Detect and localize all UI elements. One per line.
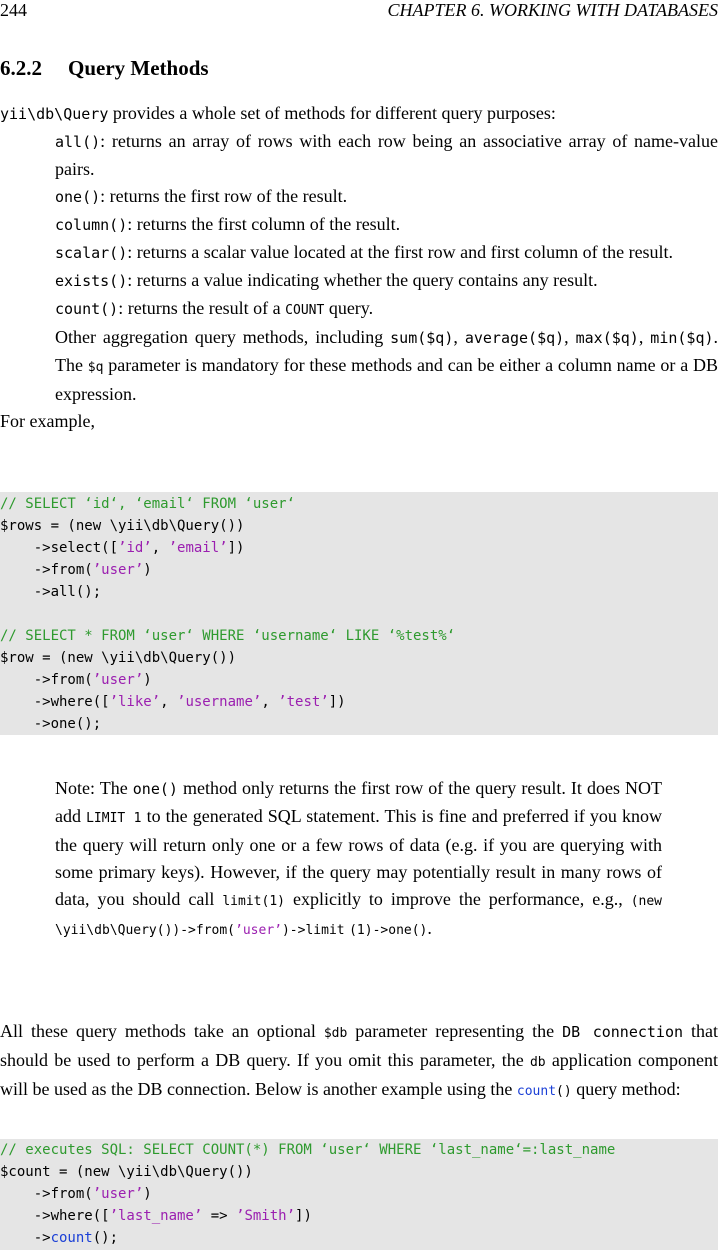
code-text: ]) [328, 694, 346, 710]
code-text: $row = (new \yii\db\Query()) [0, 650, 237, 666]
code-line [0, 581, 718, 603]
para-text: that should be used to perform a DB query. If you omit this parameter, the [0, 1021, 718, 1070]
section-number: 6.2.2 [0, 56, 42, 80]
method-item [55, 295, 718, 324]
code-text: ) [143, 1186, 152, 1202]
method-item [55, 183, 718, 211]
method-desc: : returns a value indicating whether the query contains any result. [127, 270, 598, 290]
for-example-text: For example, [0, 411, 95, 431]
code-keyword: count [50, 1230, 93, 1246]
q-param-code: $q [87, 360, 104, 375]
code-line [0, 625, 718, 647]
db-param-paragraph [0, 1018, 718, 1105]
page-number: 244 [0, 0, 27, 20]
code-line [0, 1139, 718, 1161]
method-desc: : returns the result of a [118, 298, 286, 318]
method-desc: : returns the first row of the result. [100, 186, 348, 206]
code-line [0, 1227, 718, 1249]
method-desc: : returns a scalar value located at the first row and first column of the result. [127, 242, 674, 262]
code-text: ) [143, 672, 152, 688]
code-string: ’test’ [278, 694, 329, 710]
code-string: ’user’ [92, 1186, 144, 1202]
count-link: count [516, 1084, 557, 1099]
method-code: one() [55, 188, 101, 206]
code-comment: // SELECT * FROM ‘user‘ WHERE ‘username‘ LIKE ‘%test%‘ [0, 628, 456, 644]
code-text: ]) [227, 540, 245, 556]
chapter-title: CHAPTER 6. WORKING WITH DATABASES [387, 0, 718, 20]
note-code: (1)->one() [349, 923, 428, 938]
db-connection-code: DB connection [562, 1023, 684, 1041]
method-desc-end: query. [324, 298, 374, 318]
code-text: ->from( [0, 1186, 93, 1202]
note-text: to the generated SQL statement. This is fine and preferred if you know the query will return only one or a few rows of data (e.g. if you are querying with some primary keys). However, if the query may potentially result in many rows of data, you should call [55, 806, 662, 909]
para-text: application component will be used as the DB connection. Below is another example using the [0, 1050, 718, 1099]
count-parens: () [556, 1084, 572, 1099]
code-text: ->where([ [0, 694, 110, 710]
code-line-blank [0, 603, 718, 625]
code-text: ->select([ [0, 540, 119, 556]
average-code: average($q) [464, 329, 565, 347]
note-code: (new \yii\db\Query())->from( [55, 894, 662, 938]
method-code: all() [55, 133, 101, 151]
methods-text [0, 100, 718, 435]
section-title: Query Methods [68, 56, 209, 80]
code-line [0, 537, 718, 559]
para-text: parameter representing the [347, 1021, 563, 1041]
note-text: explicitly to improve the performance, e.g., [284, 889, 631, 909]
code-text: ]) [295, 1208, 312, 1224]
method-desc: : returns the first column of the result. [127, 214, 401, 234]
aggregation-text: Other aggregation query methods, including [55, 327, 391, 347]
code-text: , [151, 540, 169, 556]
method-code: count() [55, 300, 119, 318]
running-header [0, 0, 718, 24]
code-line [0, 515, 718, 537]
code-line [0, 691, 718, 713]
method-item [55, 239, 718, 267]
code-string: ’username’ [177, 694, 262, 710]
note-box [55, 775, 662, 944]
separator: , [564, 327, 576, 347]
code-string: ’last_name’ [109, 1208, 203, 1224]
code-text: (); [92, 1230, 119, 1246]
code-comment: // executes SQL: SELECT COUNT(*) FROM ‘user‘ WHERE ‘last_name‘=:last_name [0, 1142, 616, 1158]
code-line [0, 1183, 718, 1205]
code-string: ’user’ [92, 562, 144, 578]
code-string: ’email’ [168, 540, 228, 556]
note-code: one() [132, 780, 178, 798]
separator: , [453, 327, 465, 347]
code-line [0, 1205, 718, 1227]
code-text: $rows = (new \yii\db\Query()) [0, 518, 245, 534]
method-code: exists() [55, 272, 128, 290]
code-string: ’Smith’ [236, 1208, 296, 1224]
db-param-code: $db [323, 1026, 348, 1041]
method-code: scalar() [55, 244, 128, 262]
code-line [0, 493, 718, 515]
separator: , [638, 327, 651, 347]
code-string: ’like’ [109, 694, 161, 710]
method-code: column() [55, 216, 128, 234]
para-text: query method: [571, 1079, 681, 1099]
aggregation-text: . The [55, 327, 718, 375]
code-text: -> [0, 1230, 51, 1246]
section-heading [0, 56, 209, 81]
code-block-2 [0, 1139, 718, 1250]
code-line [0, 647, 718, 669]
code-line [0, 713, 718, 735]
method-item [55, 128, 718, 183]
intro-paragraph [0, 100, 718, 128]
code-line [0, 559, 718, 581]
note-text: Note: The [55, 778, 133, 798]
aggregation-text: parameter is mandatory for these methods and can be either a column name or a DB expression. [55, 355, 718, 404]
code-text: ->from( [0, 562, 93, 578]
method-desc: : returns an array of rows with each row being an associative array of name-value pairs. [55, 131, 718, 179]
count-keyword: COUNT [285, 303, 325, 318]
code-text: ->where([ [0, 1208, 110, 1224]
code-line [0, 1161, 718, 1183]
db-component-code: db [529, 1055, 546, 1070]
code-block-1 [0, 492, 718, 735]
code-text: $count = (new \yii\db\Query()) [0, 1164, 253, 1180]
para-text: All these query methods take an optional [0, 1021, 324, 1041]
code-text: ) [143, 562, 152, 578]
code-string: ’id’ [118, 540, 152, 556]
code-text: , [261, 694, 279, 710]
min-code: min($q) [650, 329, 714, 347]
code-text: => [202, 1208, 237, 1224]
note-code: LIMIT 1 [86, 811, 142, 826]
code-text: ->one(); [0, 716, 102, 732]
aggregation-item [55, 324, 718, 408]
intro-text: provides a whole set of methods for different query purposes: [108, 103, 556, 123]
method-item [55, 267, 718, 295]
code-string: ’user’ [92, 672, 144, 688]
note-text: . [427, 918, 432, 938]
note-code: limit(1) [222, 894, 285, 909]
note-code-string: ’user’ [235, 923, 282, 938]
max-code: max($q) [575, 329, 639, 347]
intro-code: yii\db\Query [0, 105, 109, 123]
code-comment: // SELECT ‘id‘, ‘email‘ FROM ‘user‘ [0, 496, 296, 512]
code-text: ->from( [0, 672, 93, 688]
method-item [55, 211, 718, 239]
note-text: method only returns the first row of the query result. It does NOT add [55, 778, 662, 826]
code-text: ->all(); [0, 584, 102, 600]
code-line [0, 669, 718, 691]
note-code: )->limit [281, 923, 345, 938]
sum-code: sum($q) [390, 329, 454, 347]
code-text: , [160, 694, 178, 710]
